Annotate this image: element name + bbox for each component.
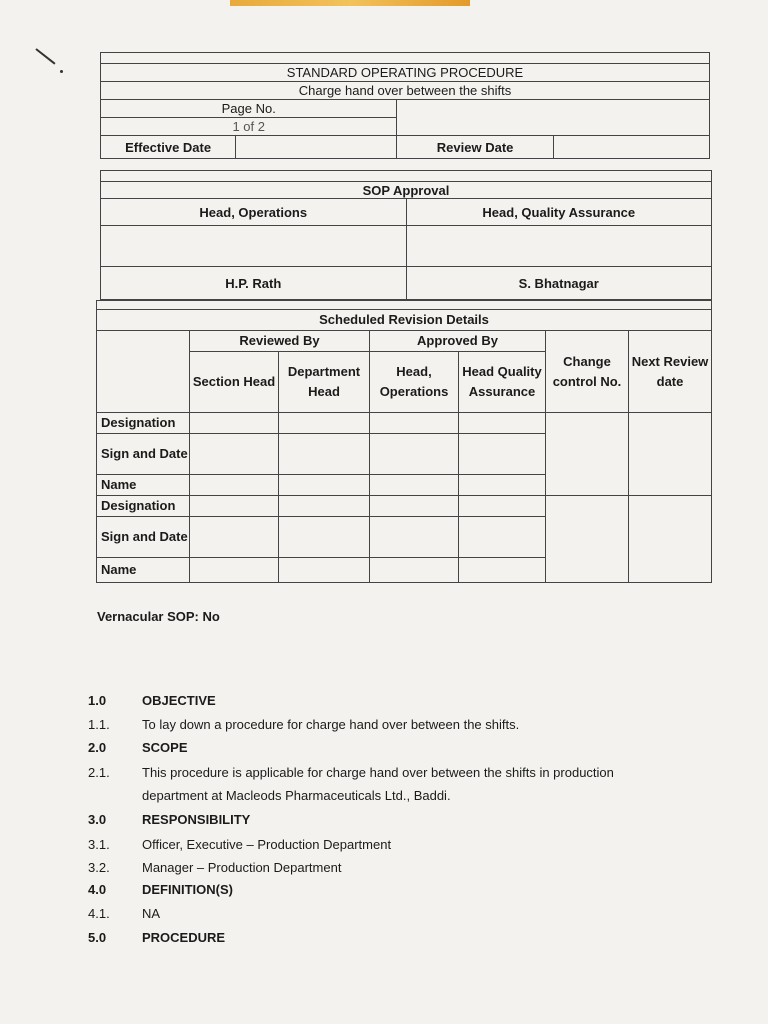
cell <box>190 558 279 583</box>
col-section-head: Section Head <box>190 352 279 413</box>
cell <box>190 496 279 517</box>
section-number: 5.0 <box>88 930 107 945</box>
change-control-cell <box>546 413 629 496</box>
review-date-label: Review Date <box>397 136 553 159</box>
row-label: Designation <box>97 496 190 517</box>
cell <box>279 434 370 475</box>
vernacular-sop-line: Vernacular SOP: No <box>97 609 220 624</box>
row-label: Name <box>97 475 190 496</box>
revision-title: Scheduled Revision Details <box>97 310 712 331</box>
revision-spacer <box>97 301 712 310</box>
reviewed-by-header: Reviewed By <box>190 331 370 352</box>
col-department-head: Department Head <box>279 352 370 413</box>
approval-left-role: Head, Operations <box>101 199 407 226</box>
section-number: 4.1. <box>88 906 110 921</box>
row-label: Sign and Date <box>97 434 190 475</box>
cell <box>370 475 459 496</box>
section-number: 1.1. <box>88 717 110 732</box>
cell <box>459 558 546 583</box>
cell <box>190 434 279 475</box>
revision-corner <box>97 331 190 413</box>
cell <box>459 496 546 517</box>
change-control-cell <box>546 496 629 583</box>
cell <box>279 475 370 496</box>
cell <box>190 413 279 434</box>
section-text: department at Macleods Pharmaceuticals Ltd., Baddi. <box>142 788 451 803</box>
section-text: PROCEDURE <box>142 930 226 945</box>
sop-approval-table <box>100 170 712 300</box>
section-text: To lay down a procedure for charge hand over between the shifts. <box>142 717 520 732</box>
section-text: RESPONSIBILITY <box>142 812 251 827</box>
cell <box>190 475 279 496</box>
cell <box>370 496 459 517</box>
cell <box>279 496 370 517</box>
cell <box>279 558 370 583</box>
cell <box>459 475 546 496</box>
row-label: Designation <box>97 413 190 434</box>
cell <box>190 517 279 558</box>
cell <box>370 558 459 583</box>
revision-table <box>96 300 712 583</box>
section-text: NA <box>142 906 161 921</box>
section-number: 2.0 <box>88 740 107 755</box>
col-head-qa: Head Quality Assurance <box>459 352 546 413</box>
header-spacer <box>101 53 710 64</box>
pen-mark <box>35 48 55 64</box>
next-review-header: Next Review date <box>629 331 712 413</box>
next-review-cell <box>629 413 712 496</box>
cell <box>279 413 370 434</box>
top-edge-strip <box>230 0 470 6</box>
approval-left-name: H.P. Rath <box>101 267 407 300</box>
section-number: 3.1. <box>88 837 110 852</box>
approval-right-role: Head, Quality Assurance <box>406 199 712 226</box>
cell <box>370 434 459 475</box>
sop-title: STANDARD OPERATING PROCEDURE <box>101 64 710 82</box>
section-text: SCOPE <box>142 740 188 755</box>
row-label: Name <box>97 558 190 583</box>
page-no-label: Page No. <box>101 100 397 118</box>
section-text: This procedure is applicable for charge hand over between the shifts in production <box>142 765 614 780</box>
effective-date-value <box>236 136 397 159</box>
cell <box>459 434 546 475</box>
change-control-header: Change control No. <box>546 331 629 413</box>
approved-by-header: Approved By <box>370 331 546 352</box>
section-number: 1.0 <box>88 693 107 708</box>
section-text: Manager – Production Department <box>142 860 342 875</box>
effective-date-label: Effective Date <box>101 136 236 159</box>
approval-spacer <box>101 171 712 182</box>
page-blank-cell <box>397 100 710 136</box>
cell <box>459 517 546 558</box>
section-text: DEFINITION(S) <box>142 882 233 897</box>
row-label: Sign and Date <box>97 517 190 558</box>
section-text: OBJECTIVE <box>142 693 216 708</box>
sop-subtitle: Charge hand over between the shifts <box>101 82 710 100</box>
pen-dot <box>60 70 63 73</box>
section-number: 3.0 <box>88 812 107 827</box>
approval-left-sign <box>101 226 407 267</box>
cell <box>279 517 370 558</box>
section-number: 4.0 <box>88 882 107 897</box>
section-text: Officer, Executive – Production Department <box>142 837 392 852</box>
section-number: 3.2. <box>88 860 110 875</box>
approval-right-sign <box>406 226 712 267</box>
sop-header-table <box>100 52 710 159</box>
page-no-value: 1 of 2 <box>101 118 397 136</box>
cell <box>370 517 459 558</box>
cell <box>370 413 459 434</box>
section-number: 2.1. <box>88 765 110 780</box>
approval-title: SOP Approval <box>101 182 712 199</box>
cell <box>459 413 546 434</box>
next-review-cell <box>629 496 712 583</box>
review-date-value <box>553 136 709 159</box>
col-head-operations: Head, Operations <box>370 352 459 413</box>
approval-right-name: S. Bhatnagar <box>406 267 712 300</box>
